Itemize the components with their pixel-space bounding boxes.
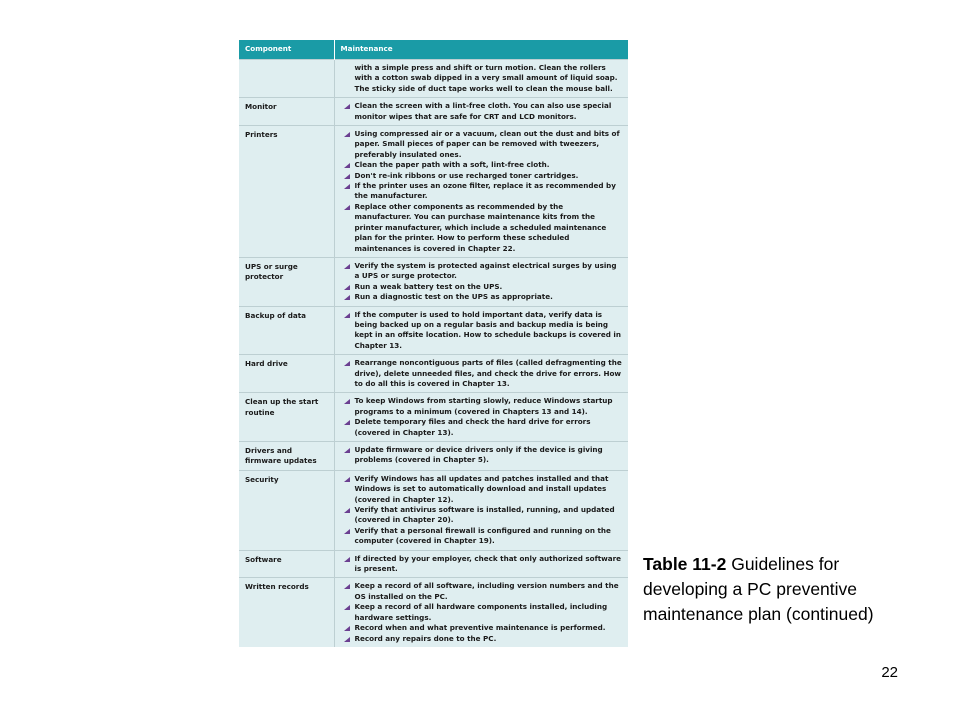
maintenance-cell	[334, 257, 628, 306]
triangle-bullet-icon	[344, 637, 350, 642]
triangle-bullet-icon	[344, 163, 350, 168]
component-cell: Backup of data	[239, 306, 334, 355]
caption-text: Guidelines for developing a PC preventive maintenance plan (continued)	[643, 554, 874, 624]
list-item	[343, 396, 623, 417]
triangle-bullet-icon	[344, 557, 350, 562]
list-item-text: If the printer uses an ozone filter, replace it as recommended by the manufacturer.	[354, 181, 616, 201]
table-row	[239, 550, 628, 578]
triangle-bullet-icon	[344, 104, 350, 109]
maintenance-list	[343, 474, 623, 547]
table-row	[239, 393, 628, 442]
triangle-bullet-icon	[344, 264, 350, 269]
maintenance-table-image	[239, 40, 628, 647]
list-item-text: If the computer is used to hold important data, verify data is being backed up on a regular basis and backup media is being kept in an offsite location. How to schedule backups is covered in Chapter 13.	[354, 309, 621, 350]
list-item-text: Run a weak battery test on the UPS.	[354, 281, 503, 291]
table-row	[239, 306, 628, 355]
list-item	[343, 171, 623, 181]
triangle-bullet-icon	[344, 420, 350, 425]
list-item-text: Don't re-ink ribbons or use recharged toner cartridges.	[354, 170, 579, 180]
maintenance-list	[343, 396, 623, 438]
triangle-bullet-icon	[344, 132, 350, 137]
list-item-text: Keep a record of all software, including version numbers and the OS installed on the PC.	[354, 581, 619, 601]
component-cell: Hard drive	[239, 355, 334, 393]
header-maintenance: Maintenance	[334, 40, 628, 60]
list-item	[343, 202, 623, 254]
triangle-bullet-icon	[344, 205, 350, 210]
list-item	[343, 181, 623, 202]
list-item-text: Clean the paper path with a soft, lint-free cloth.	[354, 160, 550, 170]
maintenance-cell	[334, 60, 628, 98]
page-number: 22	[881, 664, 898, 681]
list-item	[343, 292, 623, 302]
triangle-bullet-icon	[344, 184, 350, 189]
header-component: Component	[239, 40, 334, 60]
list-item	[343, 474, 623, 505]
table-row	[239, 257, 628, 306]
list-item-text: Using compressed air or a vacuum, clean out the dust and bits of paper. Small pieces of paper can be removed with tweezers, preferably insulated ones.	[354, 129, 620, 159]
list-item	[343, 160, 623, 170]
list-item	[343, 602, 623, 623]
maintenance-list	[343, 445, 623, 466]
component-cell: Software	[239, 550, 334, 578]
table-row	[239, 355, 628, 393]
table-row	[239, 578, 628, 647]
list-item	[343, 261, 623, 282]
triangle-bullet-icon	[344, 508, 350, 513]
maintenance-cell	[334, 126, 628, 258]
maintenance-list	[343, 261, 623, 303]
list-item-text: Run a diagnostic test on the UPS as appropriate.	[354, 292, 553, 302]
maintenance-cell	[334, 578, 628, 647]
triangle-bullet-icon	[344, 477, 350, 482]
table-row-continued	[239, 60, 628, 98]
component-cell: Monitor	[239, 98, 334, 126]
maintenance-list	[343, 554, 623, 575]
list-item	[343, 581, 623, 602]
list-item-text: If directed by your employer, check that only authorized software is present.	[354, 553, 622, 574]
list-item	[343, 505, 623, 526]
table-row	[239, 442, 628, 471]
maintenance-cell	[334, 442, 628, 471]
maintenance-cell	[334, 355, 628, 393]
list-item-text: Clean the screen with a lint-free cloth. You can also use special monitor wipes that are safe for CRT and LCD monitors.	[354, 101, 612, 121]
list-item	[343, 310, 623, 352]
maintenance-table	[239, 40, 628, 647]
list-item-text: Verify that a personal firewall is configured and running on the computer (covered in Chapter 19).	[354, 525, 611, 546]
maintenance-list	[343, 358, 623, 389]
triangle-bullet-icon	[344, 529, 350, 534]
list-item	[343, 101, 623, 122]
maintenance-cell	[334, 98, 628, 126]
list-item-text: Replace other components as recommended by the manufacturer. You can purchase maintenance kits from the printer manufacturer, which include a scheduled maintenance plan for the printer. How to perform these scheduled maintenances is covered in Chapter 22.	[354, 201, 607, 253]
list-item-text: Verify the system is protected against electrical surges by using a UPS or surge protector.	[354, 260, 617, 281]
table-row	[239, 98, 628, 126]
triangle-bullet-icon	[344, 605, 350, 610]
caption-label: Table 11-2	[643, 554, 727, 574]
table-caption	[643, 552, 893, 627]
triangle-bullet-icon	[344, 399, 350, 404]
component-cell: Clean up the start routine	[239, 393, 334, 442]
maintenance-list	[343, 129, 623, 254]
list-item-text: Verify that antivirus software is installed, running, and updated (covered in Chapter 20).	[354, 505, 615, 525]
maintenance-cell	[334, 550, 628, 578]
component-cell: Written records	[239, 578, 334, 647]
triangle-bullet-icon	[344, 361, 350, 366]
triangle-bullet-icon	[344, 285, 350, 290]
list-item-text: Delete temporary files and check the hard drive for errors (covered in Chapter 13).	[354, 417, 591, 437]
maintenance-cell	[334, 393, 628, 442]
component-cell: Drivers and firmware updates	[239, 442, 334, 471]
component-cell: Printers	[239, 126, 334, 258]
list-item-text: Record any repairs done to the PC.	[354, 633, 497, 643]
list-item	[343, 282, 623, 292]
list-item-text: Rearrange noncontiguous parts of files (called defragmenting the drive), delete unneeded files, and check the drive for errors. How to do all this is covered in Chapter 13.	[354, 358, 622, 388]
triangle-bullet-icon	[344, 174, 350, 179]
list-item-text: To keep Windows from starting slowly, reduce Windows startup programs to a minimum (covered in Chapters 13 and 14).	[354, 396, 613, 416]
table-row	[239, 470, 628, 550]
list-item-text: Verify Windows has all updates and patches installed and that Windows is set to automatically download and install updates (covered in Chapter 12).	[354, 473, 609, 504]
list-item-text: Keep a record of all hardware components installed, including hardware settings.	[354, 602, 608, 622]
maintenance-cell	[334, 470, 628, 550]
table-header-row	[239, 40, 628, 60]
maintenance-list	[343, 310, 623, 352]
maintenance-list	[343, 581, 623, 643]
continued-text: with a simple press and shift or turn motion. Clean the rollers with a cotton swab dipped in a very small amount of liquid soap. The sticky side of duct tape works well to clean the mouse ball.	[354, 63, 618, 93]
list-item-text: Update firmware or device drivers only if the device is giving problems (covered in Chapter 5).	[354, 445, 603, 465]
list-item-text: Record when and what preventive maintenance is performed.	[354, 623, 606, 633]
list-item	[343, 623, 623, 633]
triangle-bullet-icon	[344, 295, 350, 300]
table-row	[239, 126, 628, 258]
component-cell: UPS or surge protector	[239, 257, 334, 306]
component-cell: Security	[239, 470, 334, 550]
list-item	[343, 526, 623, 547]
list-item	[343, 129, 623, 160]
maintenance-list	[343, 101, 623, 122]
list-item	[343, 358, 623, 389]
list-item	[343, 634, 623, 644]
triangle-bullet-icon	[344, 626, 350, 631]
maintenance-cell	[334, 306, 628, 355]
list-item	[343, 417, 623, 438]
list-item	[343, 554, 623, 575]
list-item	[343, 445, 623, 466]
component-cell	[239, 60, 334, 98]
triangle-bullet-icon	[344, 313, 350, 318]
triangle-bullet-icon	[344, 448, 350, 453]
triangle-bullet-icon	[344, 584, 350, 589]
